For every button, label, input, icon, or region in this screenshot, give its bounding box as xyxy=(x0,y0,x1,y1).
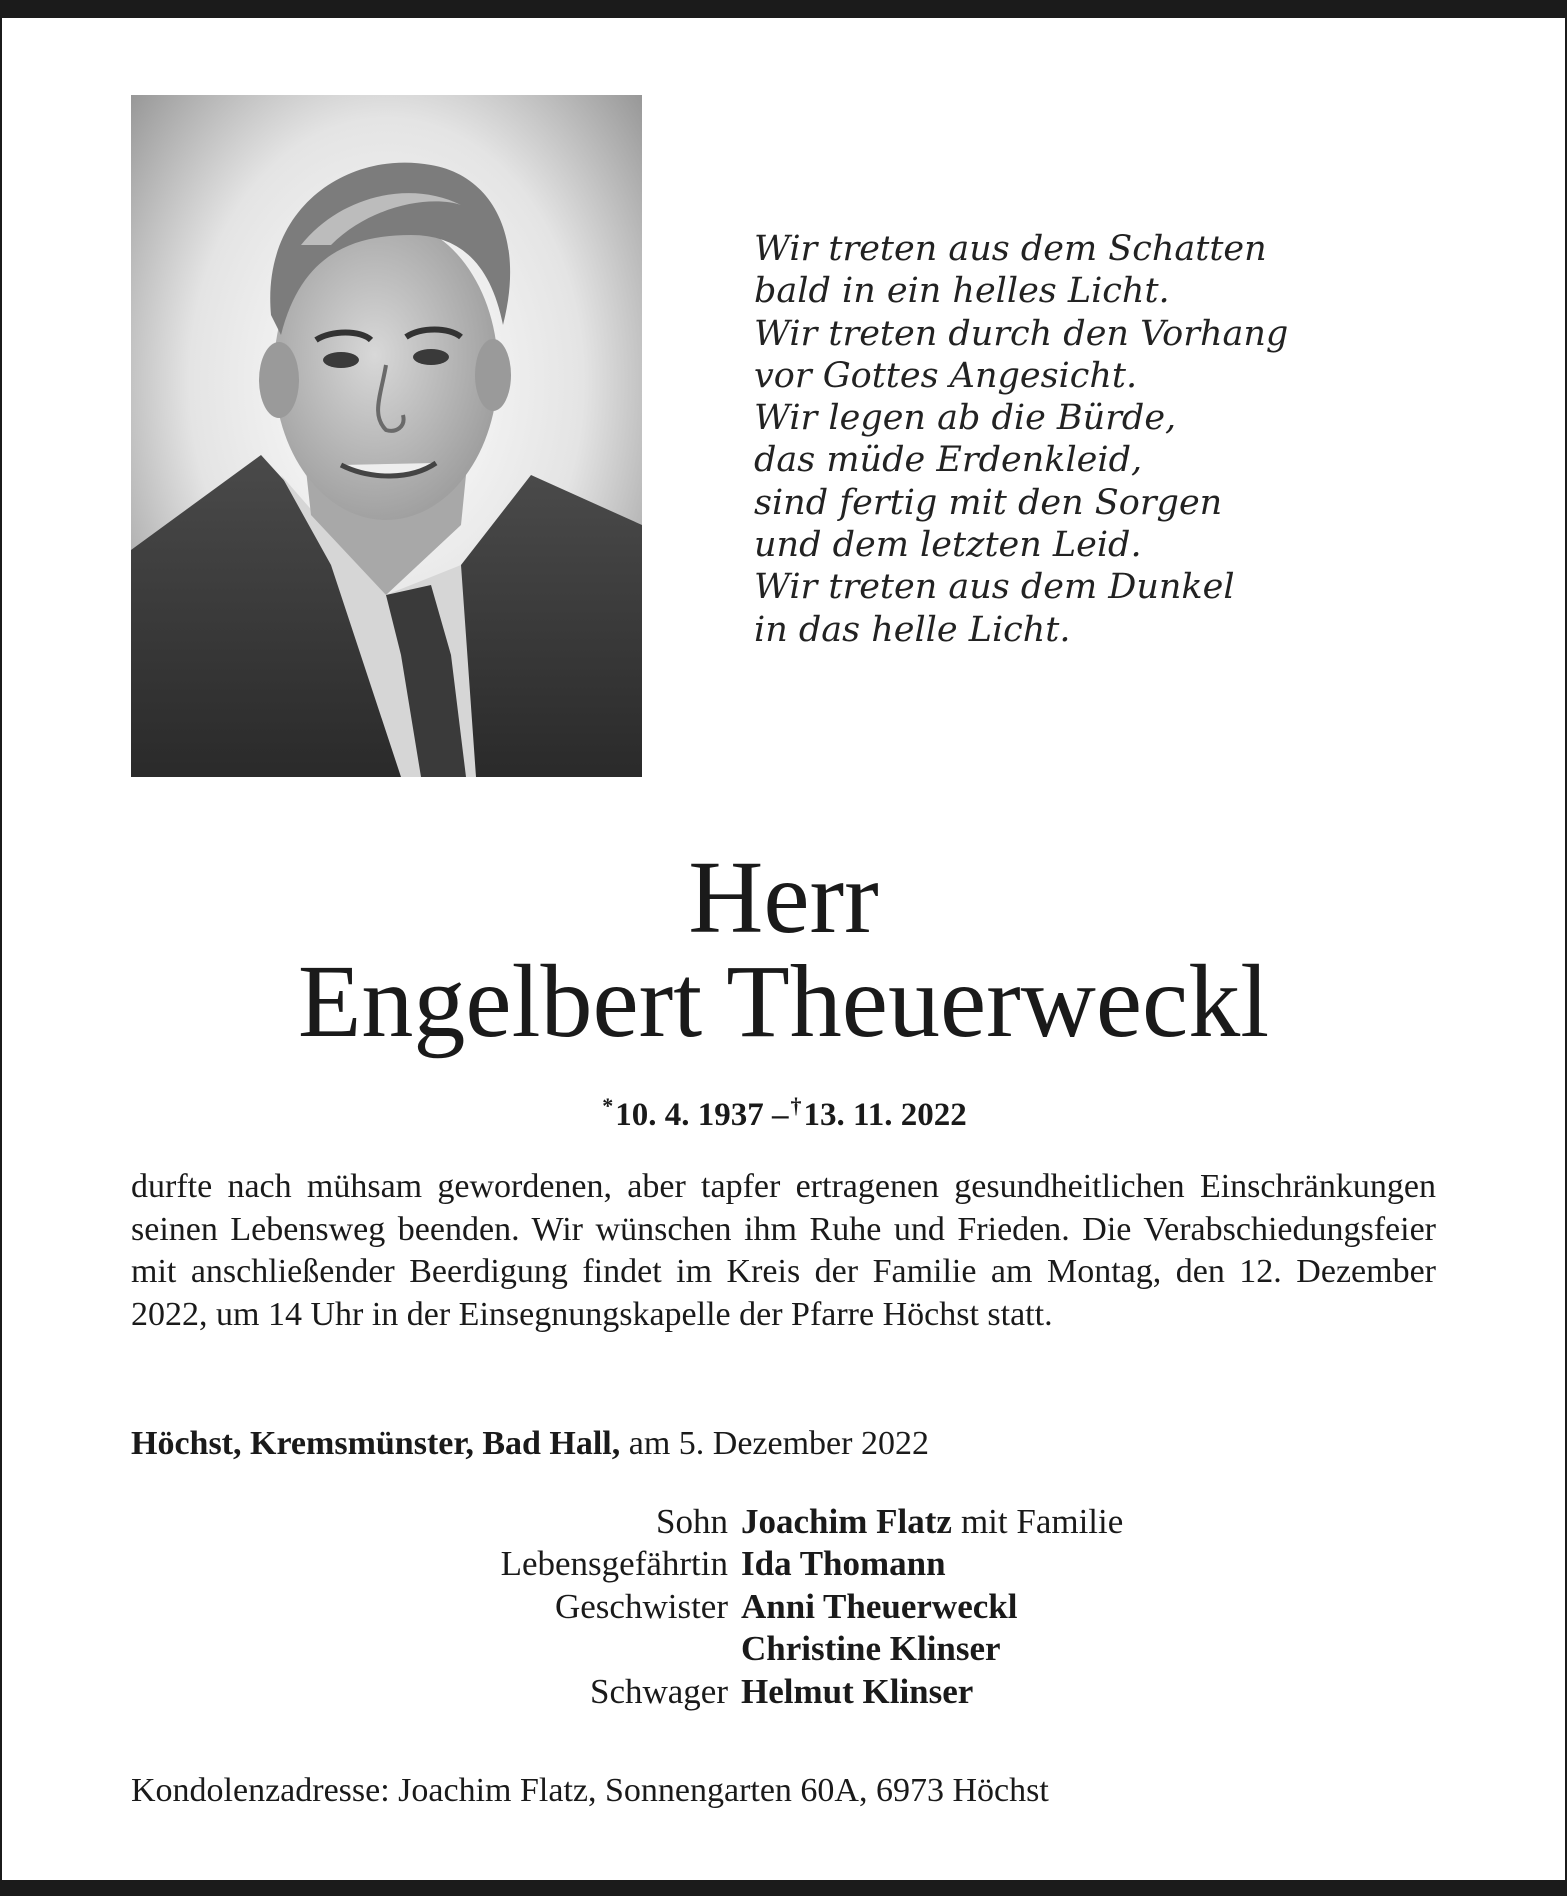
birth-symbol: * xyxy=(602,1093,614,1118)
poem-line: bald in ein helles Licht. xyxy=(754,271,1170,312)
mourner-relation: Schwager xyxy=(589,1671,728,1711)
mourner-name: Christine Klinser xyxy=(741,1629,1001,1669)
mourner-name: Joachim Flatz xyxy=(741,1502,952,1541)
condolence-address: Kondolenzadresse: Joachim Flatz, Sonnengarten 60A, 6973 Höchst xyxy=(131,1772,1049,1809)
mourner-row xyxy=(131,1586,1436,1628)
death-date: 13. 11. 2022 xyxy=(803,1097,967,1133)
mourner-name: Helmut Klinser xyxy=(741,1671,974,1711)
death-symbol: † xyxy=(790,1093,802,1118)
poem-line: sind fertig mit den Sorgen xyxy=(754,482,1223,523)
poem-line: vor Gottes Angesicht. xyxy=(754,355,1138,396)
portrait-drawing xyxy=(131,95,642,777)
mourner-row xyxy=(131,1543,1436,1585)
poem-line: Wir treten aus dem Schatten xyxy=(754,229,1267,269)
announcement-date: am 5. Dezember 2022 xyxy=(628,1425,929,1462)
mourner-relation: Lebensgefährtin xyxy=(500,1544,728,1584)
mourner-row xyxy=(131,1628,1436,1670)
poem-line: Wir treten durch den Vorhang xyxy=(754,313,1289,354)
mourner-name: Anni Theuerweckl xyxy=(741,1586,1018,1626)
life-dates xyxy=(0,1086,1567,1135)
announcement-text: durfte nach mühsam gewordenen, aber tapfer ertragenen gesundheitlichen Einschränkungen seinen Lebensweg beenden. Wir wünschen ihm Ruhe und Frieden. Die Verabschiedungsfeier mit anschließender Beerdigung findet im Kreis der Familie am Montag, den 12. Dezember 2022, um 14 Uhr in der Einsegnungskapelle der Pfarre Höchst statt. xyxy=(131,1168,1436,1333)
mourners-list xyxy=(131,1501,1436,1713)
birth-date: 10. 4. 1937 xyxy=(615,1097,764,1133)
mourner-name: Ida Thomann xyxy=(741,1544,946,1584)
poem-line: Wir legen ab die Bürde, xyxy=(754,398,1177,439)
deceased-name: Engelbert Theuerweckl xyxy=(297,944,1270,1059)
poem-line: in das helle Licht. xyxy=(754,609,1071,650)
places: Höchst, Kremsmünster, Bad Hall, xyxy=(131,1425,621,1462)
deceased-honorific: Herr xyxy=(688,840,879,955)
mourner-row xyxy=(131,1671,1436,1713)
mourner-relation: Sohn xyxy=(656,1502,728,1541)
poem-line: Wir treten aus dem Dunkel xyxy=(754,567,1235,608)
mourner-relation: Geschwister xyxy=(554,1586,728,1626)
mourner-row xyxy=(131,1501,1436,1543)
portrait-photo-icon xyxy=(131,95,642,777)
poem-line: das müde Erdenkleid, xyxy=(754,440,1143,481)
poem-line: und dem letzten Leid. xyxy=(754,525,1142,566)
place-date-line xyxy=(131,1423,1436,1465)
date-separator: – xyxy=(772,1097,789,1133)
memorial-poem xyxy=(754,228,1314,651)
mourner-suffix: mit Familie xyxy=(960,1502,1124,1541)
mourner-relation xyxy=(131,1628,741,1670)
